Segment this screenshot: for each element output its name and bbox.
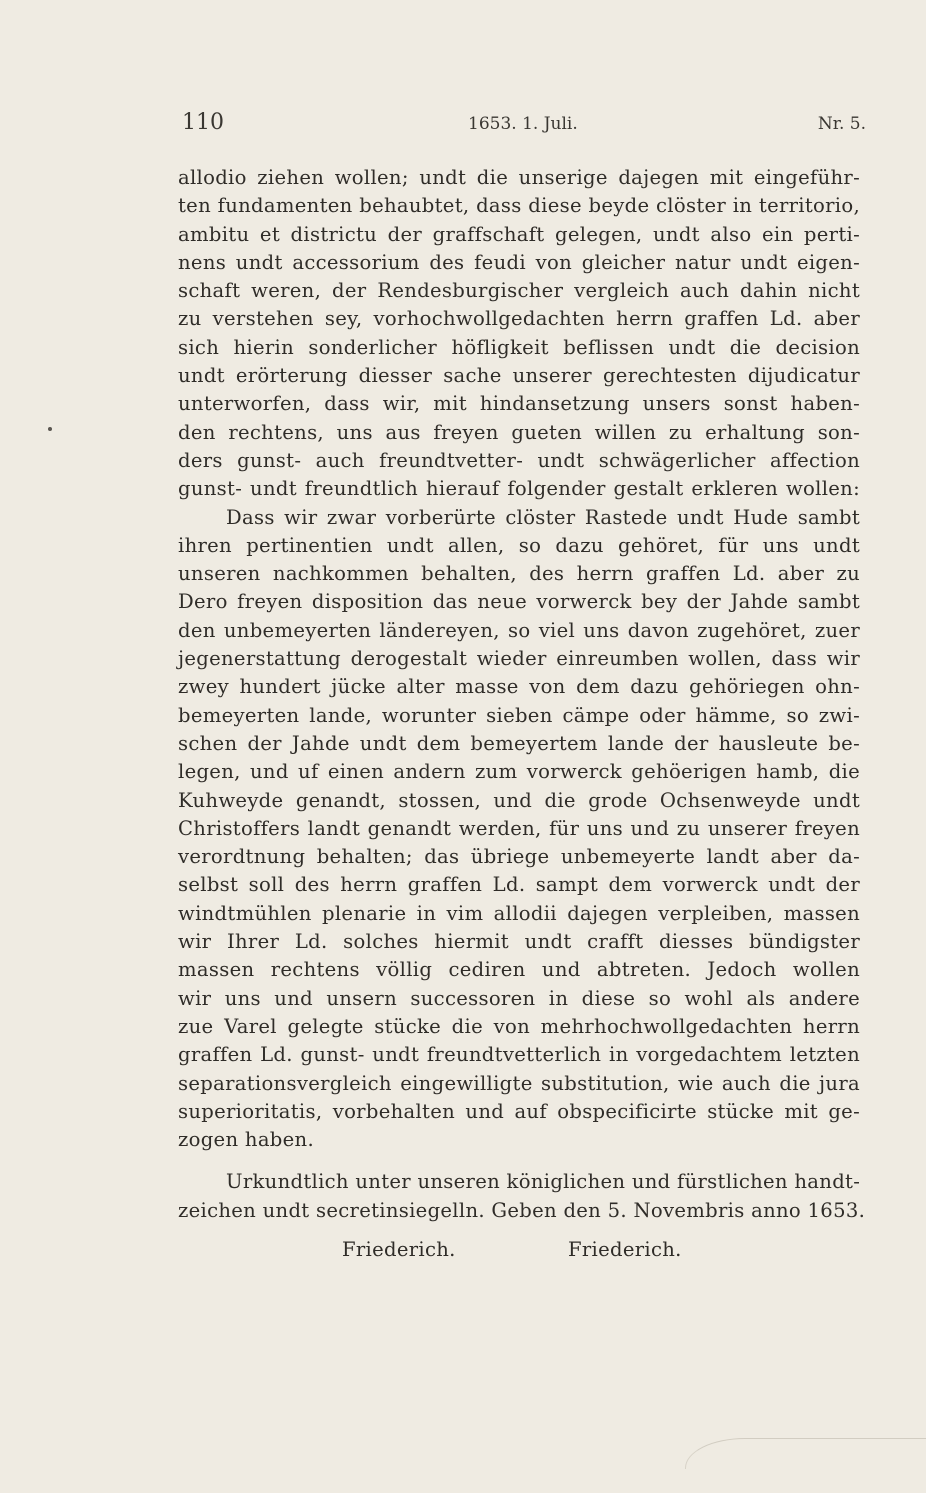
- page-header: [178, 110, 866, 144]
- text-line: ihren pertinentien undt allen, so dazu gehöret, für uns undt: [178, 533, 860, 557]
- text-line: jegenerstattung derogestalt wieder einreumben wollen, dass wir: [178, 647, 860, 671]
- text-line: nens undt accessorium des feudi von gleicher natur undt eigen-: [178, 250, 860, 274]
- text-line: windtmühlen plenarie in vim allodii dajegen verpleiben, massen: [178, 901, 860, 925]
- text-line: wir Ihrer Ld. solches hiermit undt crafft diesses bündigster: [178, 930, 860, 954]
- text-line: schen der Jahde undt dem bemeyertem lande der hausleute be-: [178, 731, 860, 755]
- margin-dot: [48, 427, 52, 431]
- text-line: verordtnung behalten; das übriege unbemeyerte landt aber da-: [178, 845, 860, 869]
- text-line: bemeyerten lande, worunter sieben cämpe oder hämme, so zwi-: [178, 703, 860, 727]
- text-line: Kuhweyde genandt, stossen, und die grode Ochsenweyde undt: [178, 788, 860, 812]
- page-number: 110: [182, 110, 224, 135]
- signatures: [178, 1238, 860, 1268]
- text-line: superioritatis, vorbehalten und auf obspecificirte stücke mit ge-: [178, 1099, 860, 1123]
- document-number: Nr. 5.: [817, 114, 866, 134]
- text-line: legen, und uf einen andern zum vorwerck gehöerigen hamb, die: [178, 760, 860, 784]
- text-line: unterworfen, dass wir, mit hindansetzung unsers sonst haben-: [178, 392, 860, 416]
- text-line: zue Varel gelegte stücke die von mehrhochwollgedachten herrn: [178, 1014, 860, 1038]
- text-line: selbst soll des herrn graffen Ld. sampt dem vorwerck undt der: [178, 873, 860, 897]
- text-line: Dass wir zwar vorberürte clöster Rastede undt Hude sambt: [226, 505, 860, 529]
- body-text: [178, 164, 866, 1225]
- text-line: massen rechtens völlig cediren und abtreten. Jedoch wollen: [178, 958, 860, 982]
- text-line: zogen haben.: [178, 1128, 314, 1152]
- header-date: 1653. 1. Juli.: [468, 114, 578, 134]
- text-line: den unbemeyerten ländereyen, so viel uns davon zugehöret, zuer: [178, 618, 860, 642]
- text-line: zeichen undt secretinsiegelln. Geben den 5. Novembris anno 1653.: [178, 1198, 866, 1222]
- text-line: Christoffers landt genandt werden, für uns und zu unserer freyen: [178, 816, 860, 840]
- signature-left: Friederich.: [342, 1238, 456, 1261]
- text-line: ders gunst- auch freundtvetter- undt schwägerlicher affection: [178, 448, 860, 472]
- text-line: gunst- undt freundtlich hierauf folgender gestalt erkleren wollen:: [178, 477, 860, 501]
- text-line: wir uns und unsern successoren in diese so wohl als andere: [178, 986, 860, 1010]
- text-line: Dero freyen disposition das neue vorwerck bey der Jahde sambt: [178, 590, 860, 614]
- text-line: unseren nachkommen behalten, des herrn graffen Ld. aber zu: [178, 562, 860, 586]
- text-line: Urkundtlich unter unseren königlichen und fürstlichen handt-: [226, 1170, 861, 1194]
- text-line: ambitu et districtu der graffschaft gelegen, undt also ein perti-: [178, 222, 860, 246]
- text-line: separationsvergleich eingewilligte substitution, wie auch die jura: [178, 1071, 860, 1095]
- text-line: ten fundamenten behaubtet, dass diese beyde clöster in territorio,: [178, 194, 860, 218]
- text-line: undt erörterung diesser sache unserer gerechtesten dijudicatur: [178, 364, 860, 388]
- text-line: den rechtens, uns aus freyen gueten willen zu erhaltung son-: [178, 420, 860, 444]
- signature-right: Friederich.: [568, 1238, 682, 1261]
- page-edge-curl: [685, 1438, 926, 1469]
- text-line: graffen Ld. gunst- undt freundtvetterlich in vorgedachtem letzten: [178, 1043, 860, 1067]
- text-line: sich hierin sonderlicher höfligkeit beflissen undt die decision: [178, 335, 860, 359]
- text-line: zwey hundert jücke alter masse von dem dazu gehöriegen ohn-: [178, 675, 860, 699]
- text-line: allodio ziehen wollen; undt die unserige dajegen mit eingeführ-: [178, 166, 860, 189]
- text-line: zu verstehen sey, vorhochwollgedachten herrn graffen Ld. aber: [178, 307, 860, 331]
- text-line: schaft weren, der Rendesburgischer vergleich auch dahin nicht: [178, 279, 860, 303]
